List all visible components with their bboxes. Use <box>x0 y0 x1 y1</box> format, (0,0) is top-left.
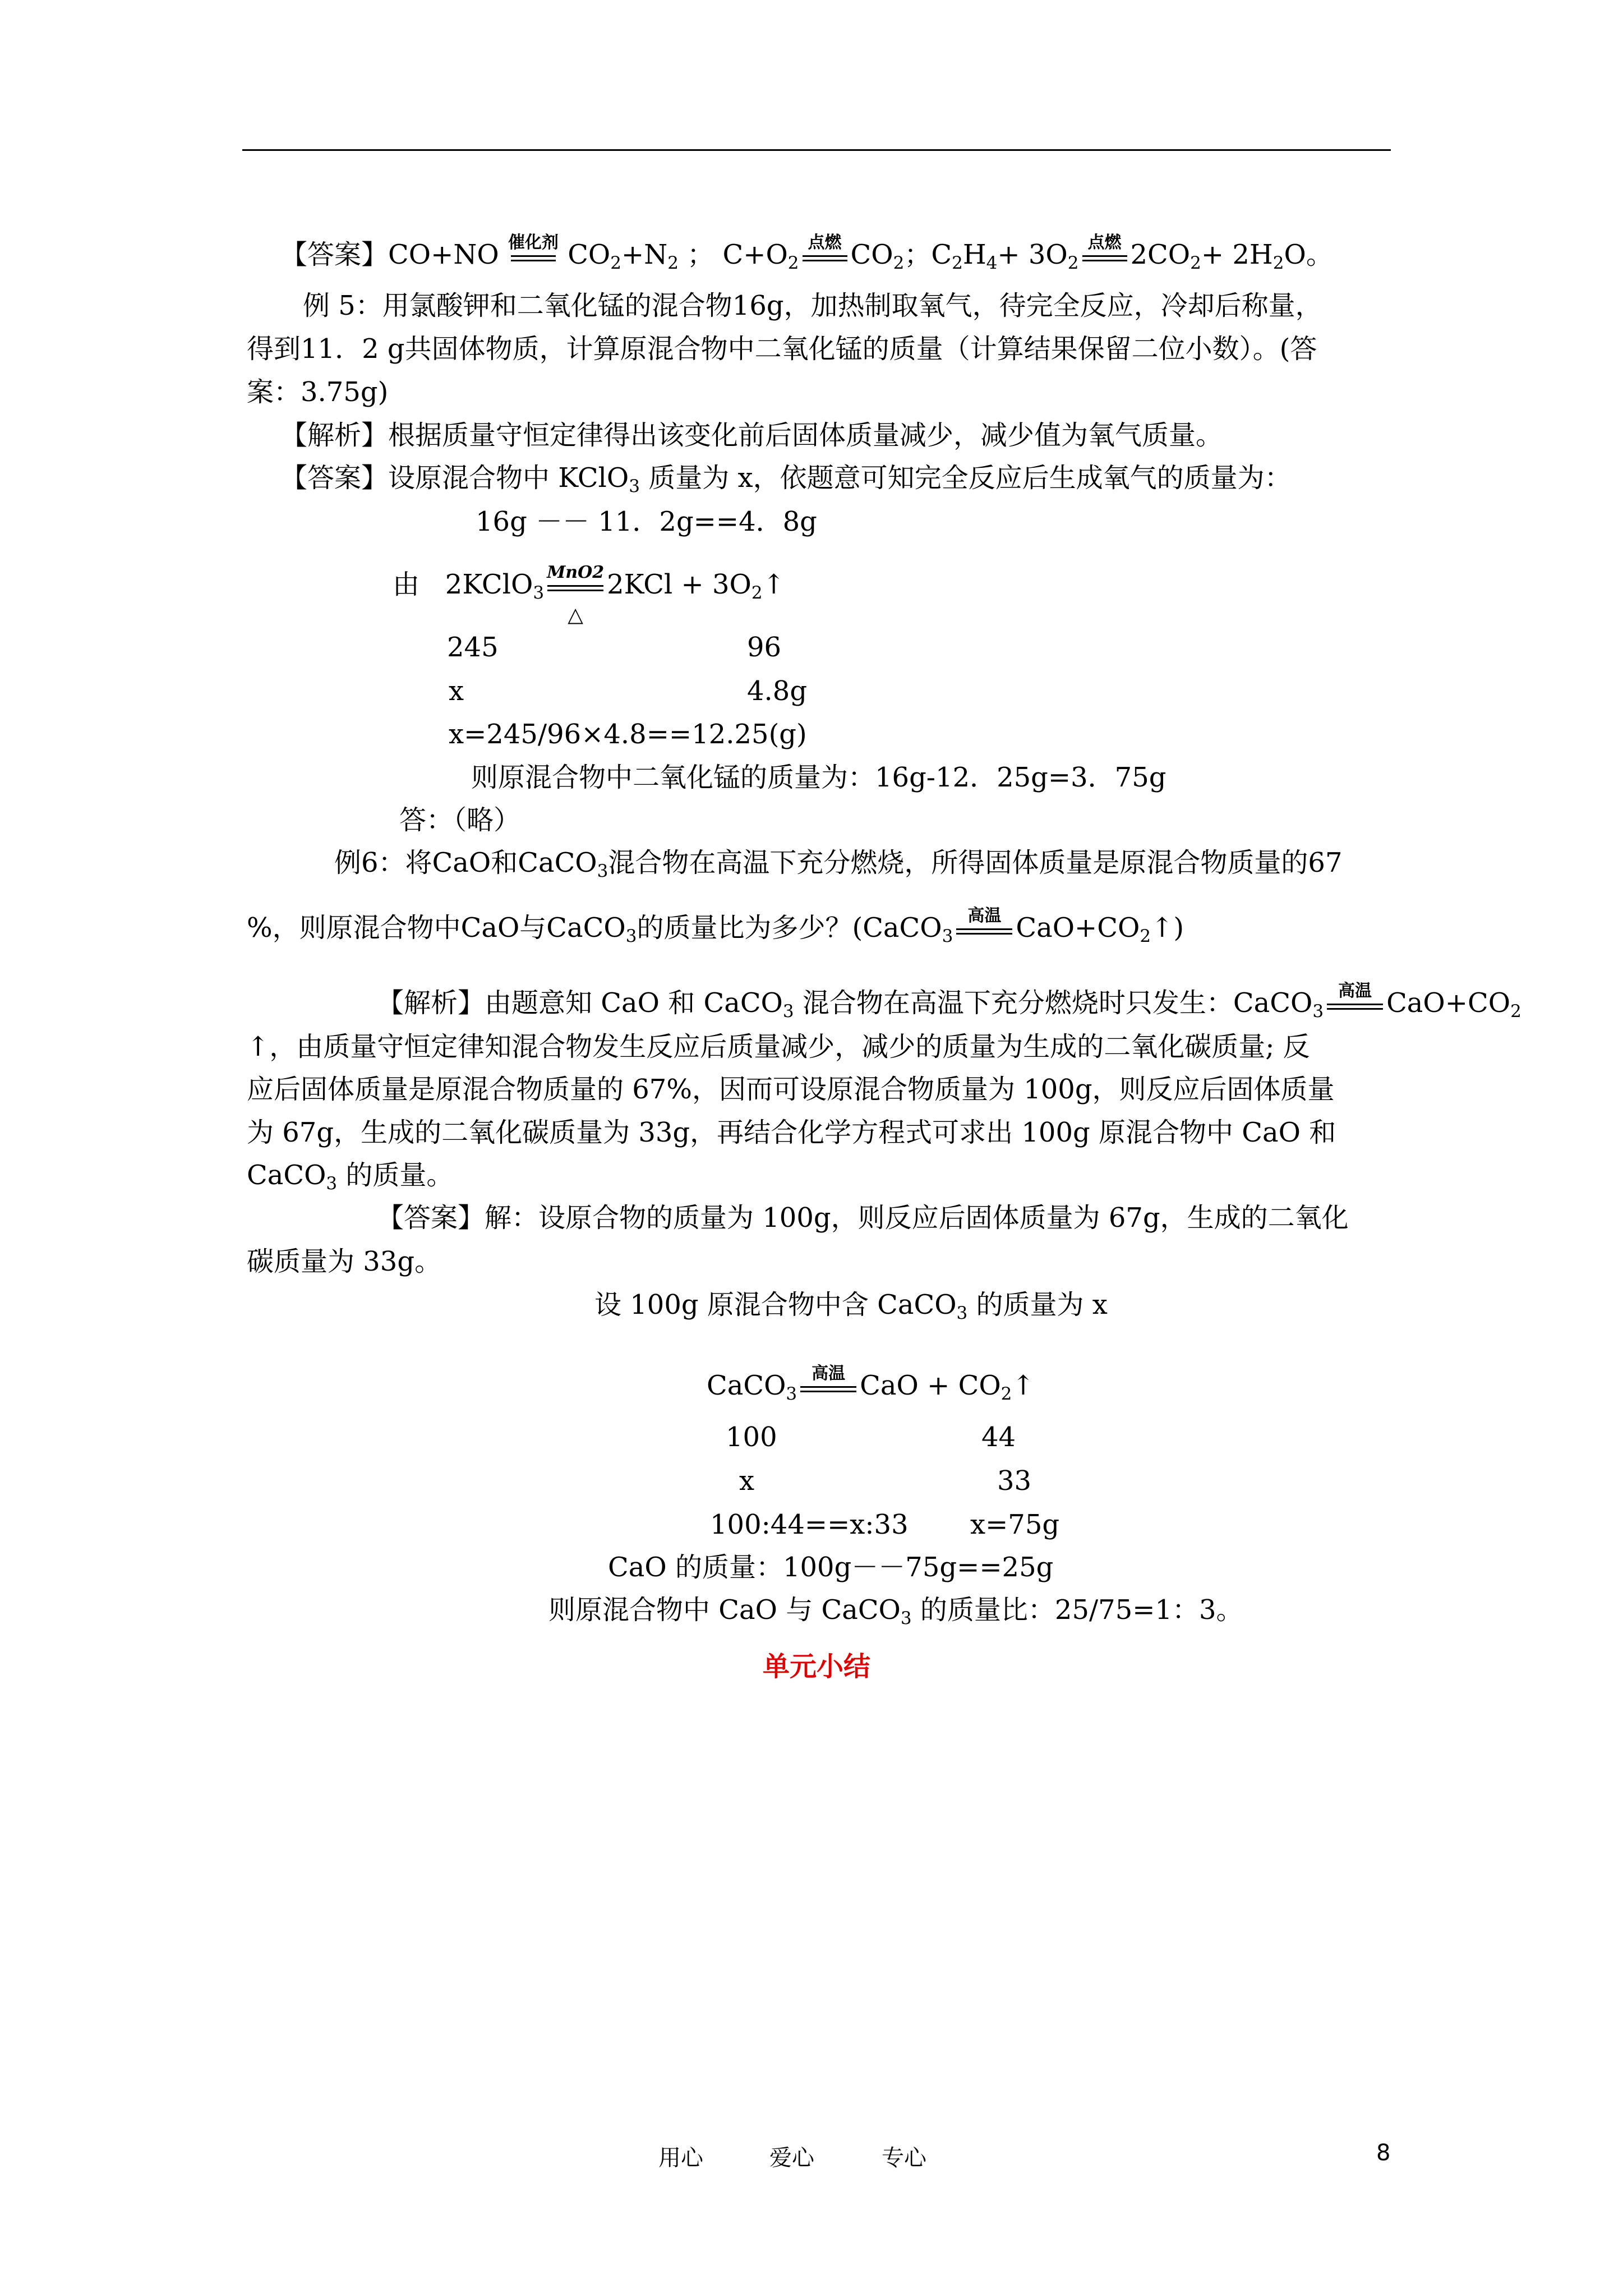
page-number: 8 <box>1376 2140 1391 2166</box>
section-title: 单元小结 <box>763 1651 871 1682</box>
answer-text: 碳质量为 33g。 <box>247 1246 442 1277</box>
analysis-text: ↑，由质量守恒定律知混合物发生反应后质量减少，减少的质量为生成的二氧化碳质量; 反 <box>247 1031 1310 1062</box>
footer-text: 专心 <box>882 2145 926 2171</box>
unknown-mass: x <box>739 1465 755 1497</box>
molar-mass: 96 <box>747 632 782 663</box>
calculation-line: x=245/96×4.8==12.25(g) <box>449 719 807 750</box>
known-mass: 33 <box>997 1465 1032 1497</box>
known-mass: 4.8g <box>747 675 808 707</box>
reaction-condition: 高温 <box>956 925 1012 935</box>
result-line: CaO 的质量：100g－－75g==25g <box>608 1552 1054 1583</box>
reaction-condition: 高温 <box>1327 1000 1383 1010</box>
chemical-equation: 由 2KClO$_3$ MnO2 △ $2KCl + 3O_2↑$ <box>393 563 785 627</box>
molar-mass: 44 <box>981 1421 1016 1453</box>
reply-line: 答：（略） <box>399 804 521 836</box>
example6-text: 例6：将CaO和CaCO$_3$混合物在高温下充分燃烧，所得固体质量是原混合物质量的67 <box>334 847 1343 881</box>
analysis-text: 应后固体质量是原混合物质量的 67%，因而可设原混合物质量为 100g，则反应后固体质量 <box>247 1074 1335 1105</box>
reaction-condition: 高温 <box>800 1383 856 1392</box>
molar-mass: 245 <box>447 632 499 663</box>
example5-text: 例 5：用氯酸钾和二氧化锰的混合物16g，加热制取氧气，待完全反应，冷却后称量， <box>303 290 1322 321</box>
ratio-line: 100:44==x:33 <box>710 1509 909 1540</box>
calculation-line: 16g －－ 11．2g==4．8g <box>476 506 817 537</box>
footer-text: 用心 <box>658 2145 703 2171</box>
footer-text: 爱心 <box>769 2145 814 2171</box>
molar-mass: 100 <box>726 1421 777 1453</box>
reaction-condition: 点燃 <box>1082 252 1127 261</box>
analysis-text: CaCO$_3$ 的质量。 <box>247 1159 454 1194</box>
result-line: 则原混合物中二氧化锰的质量为：16g-12．25g=3．75g <box>471 762 1166 793</box>
example5-text: 案：3.75g) <box>247 376 389 408</box>
example5-text: 得到11．2 g共固体物质，计算原混合物中二氧化锰的质量（计算结果保留二位小数）。(答 <box>247 333 1317 365</box>
answer-text: 【答案】设原混合物中 KClO$_3$ 质量为 x，依题意可知完全反应后生成氧气的质量为： <box>280 462 1292 496</box>
set-unknown: 设 100g 原混合物中含 CaCO$_3$ 的质量为 x <box>594 1289 1108 1323</box>
answer-text: 【答案】解：设原合物的质量为 100g，则反应后固体质量为 67g，生成的二氧化 <box>377 1202 1349 1234</box>
header-rule <box>242 149 1391 151</box>
answer-label: 【答案】 <box>280 239 389 270</box>
analysis-text: 为 67g，生成的二氧化碳质量为 33g，再结合化学方程式可求出 100g 原混合物中 CaO 和 <box>247 1117 1336 1148</box>
chemical-equation: CaCO$_3$ 高温 CaO + $CO_2↑$ <box>707 1364 1035 1404</box>
reaction-condition: 催化剂 <box>511 252 556 261</box>
example6-text: %，则原混合物中CaO与CaCO$_3$的质量比为多少？(CaCO$_3$ 高温 $CaO+CO_2↑$) <box>247 906 1184 946</box>
analysis-text: 【解析】由题意知 CaO 和 CaCO$_3$ 混合物在高温下充分燃烧时只发生：CaCO$_3$ 高温 $CaO+CO_2$ <box>377 981 1521 1022</box>
unknown-mass: x <box>449 675 464 707</box>
answer-equations: 【答案】CO+NO 催化剂 $CO_2+N_2$ ； $C+O_2$ 点燃 $CO_2$；$C_2H_4+ 3O_2$ 点燃 $2CO_2+ 2H_2O$。 <box>280 233 1333 273</box>
analysis-text: 【解析】根据质量守恒定律得出该变化前后固体质量减少，减少值为氧气质量。 <box>280 420 1223 451</box>
reaction-condition: 点燃 <box>803 252 847 261</box>
result-line: 则原混合物中 CaO 与 CaCO$_3$ 的质量比：25/75=1：3。 <box>548 1594 1243 1628</box>
reaction-condition: MnO2 △ <box>547 563 605 627</box>
result-line: x=75g <box>970 1509 1060 1540</box>
